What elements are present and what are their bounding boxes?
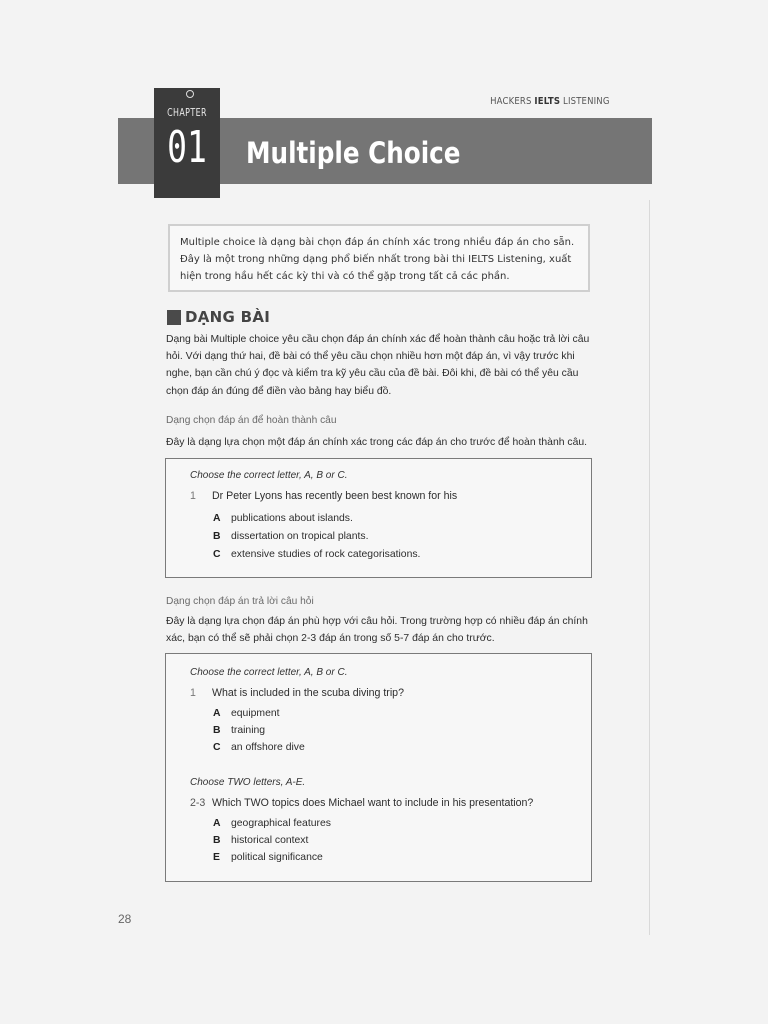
page-edge-rule — [649, 200, 650, 935]
option-letter: C — [213, 742, 221, 753]
option-letter: A — [213, 818, 221, 829]
running-head — [490, 96, 610, 107]
section-title: DẠNG BÀI — [185, 308, 271, 326]
option-text: publications about islands. — [231, 513, 353, 524]
question-row — [190, 797, 533, 809]
running-head-brand: HACKERS — [490, 96, 532, 107]
instruction: Choose TWO letters, A-E. — [190, 777, 306, 788]
option-row — [213, 725, 265, 736]
option-row — [213, 852, 323, 863]
option-letter: E — [213, 852, 220, 863]
option-letter: B — [213, 725, 221, 736]
option-letter: B — [213, 531, 221, 542]
option-row — [213, 742, 305, 753]
section-paragraph: Dạng bài Multiple choice yêu cầu chọn đáp án chính xác để hoàn thành câu hoặc trả lời câu hỏi. Với dạng thứ hai, đề bài có thể yêu cầu chọn nhiều hơn một đáp án, vì vậy trước khi nghe, bạn cần chú ý đọc và kiểm tra kỹ yêu cầu của đề bài. Đôi khi, đề bài có thể yêu cầu chọn đáp án đúng để điền vào bảng hay biểu đồ. — [166, 334, 590, 397]
type1-description: Đây là dạng lựa chọn một đáp án chính xác trong các đáp án cho trước để hoàn thành câu. — [166, 437, 588, 448]
example-box-1 — [165, 458, 592, 578]
question-text: What is included in the scuba diving trip? — [212, 687, 404, 699]
type2-description: Đây là dạng lựa chọn đáp án phù hợp với câu hỏi. Trong trường hợp có nhiều đáp án chính xác, bạn có thể sẽ phải chọn 2-3 đáp án trong số 5-7 đáp án cho trước. — [166, 616, 588, 645]
option-text: equipment — [231, 708, 280, 719]
option-letter: A — [213, 513, 221, 524]
option-row — [213, 708, 280, 719]
option-text: training — [231, 725, 266, 736]
option-letter: C — [213, 549, 221, 560]
option-text: an offshore dive — [231, 742, 305, 753]
question-number: 1 — [190, 687, 196, 699]
option-text: extensive studies of rock categorisations. — [231, 549, 421, 560]
type2-subhead: Dạng chọn đáp án trả lời câu hỏi — [166, 596, 314, 607]
question-text: Dr Peter Lyons has recently been best known for his — [212, 490, 458, 502]
running-head-rest: LISTENING — [563, 96, 610, 107]
section-marker-icon — [167, 310, 181, 325]
option-letter: A — [213, 708, 221, 719]
intro-text: Multiple choice là dạng bài chọn đáp án chính xác trong nhiều đáp án cho sẵn. Đây là một trong những dạng phổ biến nhất trong bài thi IELTS Listening, xuất hiện trong hầu hết các kỳ thi và có thể gặp trong tất cả các phần. — [180, 237, 575, 282]
example-box-2 — [165, 653, 592, 882]
option-letter: B — [213, 835, 221, 846]
question-row — [190, 687, 404, 699]
option-text: political significance — [231, 852, 323, 863]
option-row — [213, 531, 368, 542]
question-text: Which TWO topics does Michael want to include in his presentation? — [212, 797, 534, 809]
option-row — [213, 549, 420, 560]
instruction: Choose the correct letter, A, B or C. — [190, 470, 348, 481]
option-row — [213, 513, 353, 524]
chapter-number: 01 — [167, 122, 207, 173]
type1-subhead: Dạng chọn đáp án để hoàn thành câu — [166, 415, 337, 426]
ring-icon — [186, 90, 194, 98]
question-number: 2-3 — [190, 797, 206, 809]
instruction: Choose the correct letter, A, B or C. — [190, 667, 348, 678]
question-row — [190, 490, 457, 502]
chapter-box — [154, 88, 220, 198]
option-text: dissertation on tropical plants. — [231, 531, 369, 542]
page-number: 28 — [118, 912, 132, 926]
question-number: 1 — [190, 490, 196, 502]
section-heading — [167, 307, 270, 327]
option-text: geographical features — [231, 818, 331, 829]
chapter-word: CHAPTER — [167, 106, 207, 119]
option-row — [213, 835, 308, 846]
option-text: historical context — [231, 835, 309, 846]
running-head-bold: IELTS — [534, 96, 561, 107]
option-row — [213, 818, 331, 829]
intro-box — [168, 224, 590, 292]
chapter-title: Multiple Choice — [246, 136, 461, 170]
